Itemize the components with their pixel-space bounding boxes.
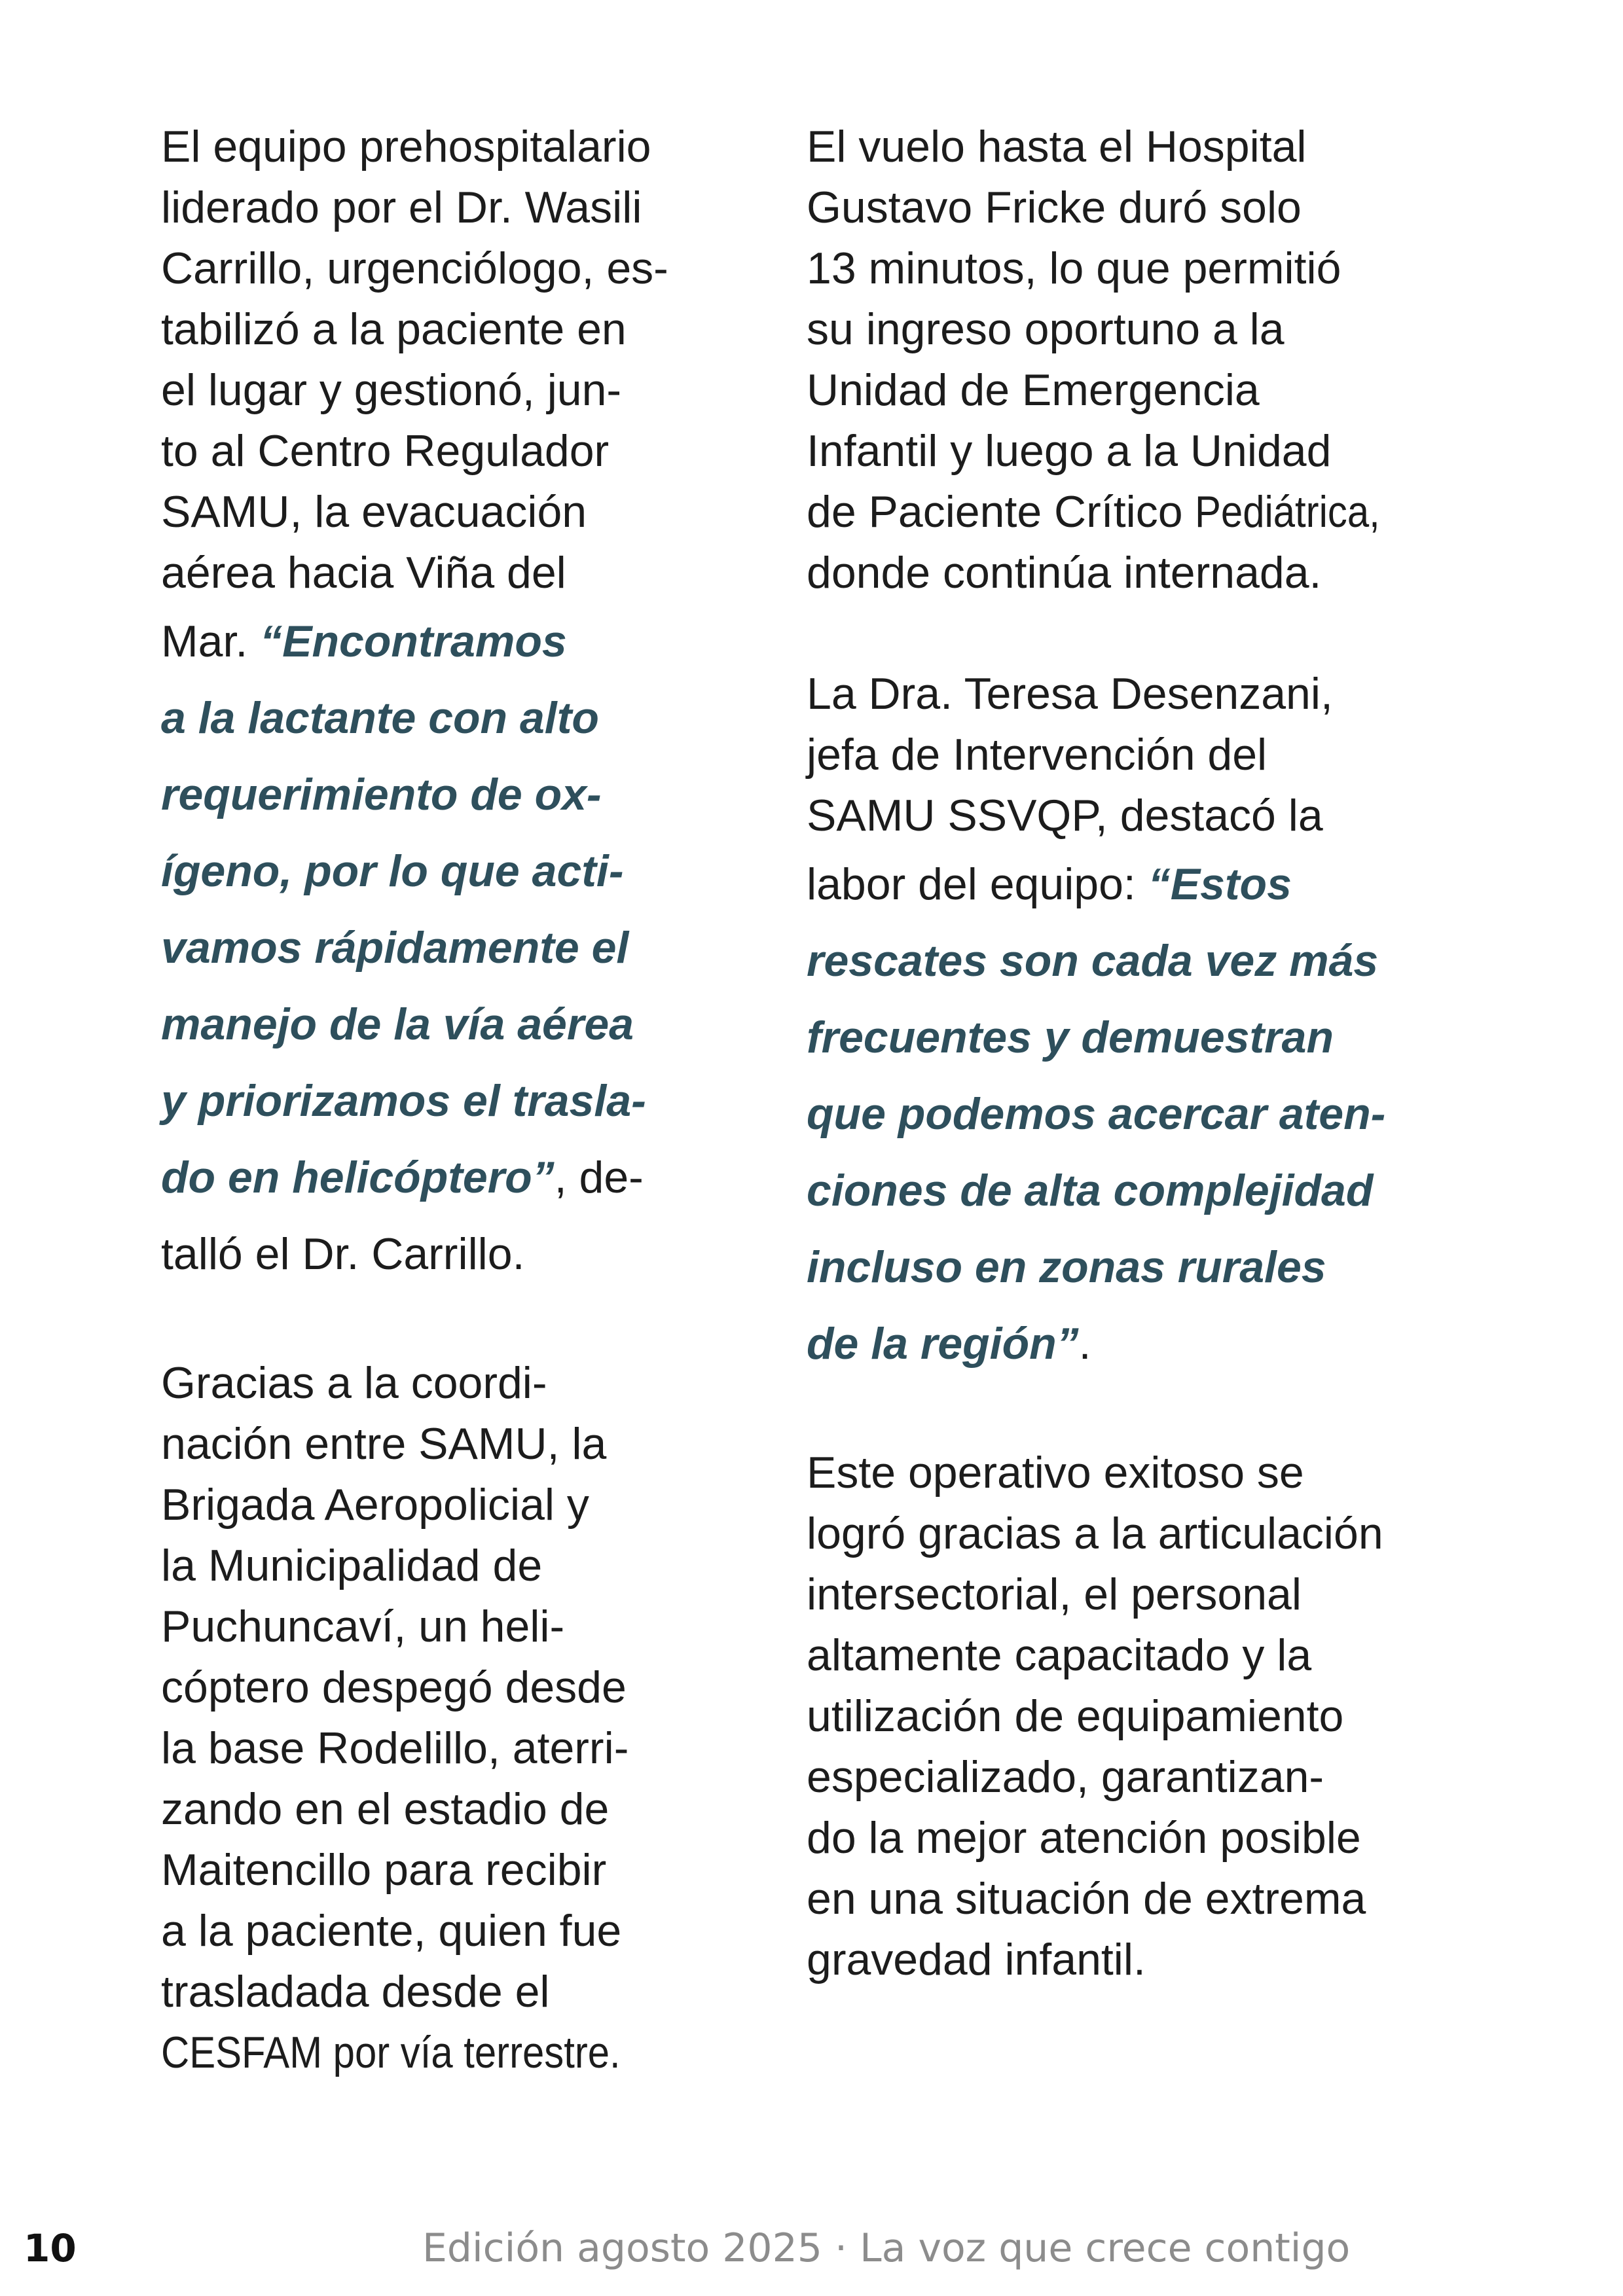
paragraph-coordination xyxy=(161,1353,737,2083)
quote-line: vamos rápidamente el xyxy=(161,923,629,973)
text-line: aérea hacia Viña del xyxy=(161,548,566,598)
quote-line: manejo de la vía aérea xyxy=(161,999,634,1049)
quote-line: y priorizamos el trasla- xyxy=(161,1076,646,1126)
text-line: jefa de Intervención del xyxy=(807,730,1267,780)
quote-line: que podemos acercar aten- xyxy=(807,1089,1386,1139)
text-line: especializado, garantizan- xyxy=(807,1752,1324,1802)
quote-line: ciones de alta complejidad xyxy=(807,1166,1374,1215)
text-line: SAMU, la evacuación xyxy=(161,487,587,537)
paragraph-operation-success xyxy=(807,1443,1487,1990)
condensed-text: CESFAM por vía terrestre. xyxy=(161,2028,621,2077)
text-line: trasladada desde el xyxy=(161,1967,550,2017)
text-line-mixed xyxy=(807,1306,1487,1382)
text-line: Brigada Aeropolicial y xyxy=(161,1480,589,1530)
text-line: El vuelo hasta el Hospital xyxy=(807,122,1307,171)
paragraph-prehospital-team xyxy=(161,117,737,1293)
condensed-text: Pediátrica, xyxy=(1195,487,1381,537)
left-column xyxy=(161,117,737,2083)
paragraph-dra-desenzani xyxy=(807,664,1487,1382)
text-line: La Dra. Teresa Desenzani, xyxy=(807,669,1333,719)
page-number: 10 xyxy=(24,2226,77,2270)
quote-line: incluso en zonas rurales xyxy=(807,1242,1326,1292)
text-line: cóptero despegó desde xyxy=(161,1662,627,1712)
text-line: logró gracias a la articulación xyxy=(807,1509,1383,1558)
plain-text: de Paciente Crítico xyxy=(807,487,1195,537)
paragraph-flight xyxy=(807,117,1487,603)
text-line: donde continúa internada. xyxy=(807,548,1322,598)
text-line: liderado por el Dr. Wasili xyxy=(161,183,642,232)
text-line: en una situación de extrema xyxy=(807,1874,1366,1924)
quote-line: frecuentes y demuestran xyxy=(807,1013,1334,1062)
text-line-mixed xyxy=(807,846,1487,923)
quote-line: a la lactante con alto xyxy=(161,693,599,743)
text-line: Gracias a la coordi- xyxy=(161,1358,547,1408)
text-line-condensed xyxy=(161,2022,737,2083)
text-line: nación entre SAMU, la xyxy=(161,1419,607,1469)
text-line: Carrillo, urgenciólogo, es- xyxy=(161,243,668,293)
text-line: Infantil y luego a la Unidad xyxy=(807,426,1332,476)
text-line: 13 minutos, lo que permitió xyxy=(807,243,1341,293)
text-line: zando en el estadio de xyxy=(161,1784,610,1834)
text-line: intersectorial, el personal xyxy=(807,1570,1302,1619)
text-line: do la mejor atención posible xyxy=(807,1813,1361,1863)
text-line: Maitencillo para recibir xyxy=(161,1845,607,1895)
quote-text: “Estos xyxy=(1148,859,1292,909)
text-line-mixed xyxy=(161,1139,737,1216)
quote-line: requerimiento de ox- xyxy=(161,770,602,819)
text-line: la Municipalidad de xyxy=(161,1541,543,1590)
text-line-mixed xyxy=(161,603,737,680)
text-line: Este operativo exitoso se xyxy=(807,1448,1304,1498)
text-line: Gustavo Fricke duró solo xyxy=(807,183,1302,232)
text-line: Unidad de Emergencia xyxy=(807,365,1260,415)
text-line: la base Rodelillo, aterri- xyxy=(161,1723,629,1773)
plain-text: Mar. xyxy=(161,617,261,666)
plain-text: , de- xyxy=(554,1153,644,1202)
text-line: el lugar y gestionó, jun- xyxy=(161,365,622,415)
edition-footer: Edición agosto 2025 · La voz que crece contigo xyxy=(422,2225,1351,2271)
text-line: Puchuncaví, un heli- xyxy=(161,1602,565,1651)
text-line: utilización de equipamiento xyxy=(807,1691,1344,1741)
plain-text: . xyxy=(1078,1319,1091,1369)
text-line: El equipo prehospitalario xyxy=(161,122,651,171)
text-line-mixed xyxy=(807,482,1487,543)
text-line: talló el Dr. Carrillo. xyxy=(161,1229,525,1279)
plain-text: labor del equipo: xyxy=(807,859,1148,909)
quote-text: do en helicóptero” xyxy=(161,1153,555,1202)
text-line: altamente capacitado y la xyxy=(807,1630,1312,1680)
quote-text: de la región” xyxy=(807,1319,1079,1369)
text-line: to al Centro Regulador xyxy=(161,426,610,476)
text-line: gravedad infantil. xyxy=(807,1935,1146,1984)
quote-text: “Encontramos xyxy=(260,617,567,666)
quote-line: rescates son cada vez más xyxy=(807,936,1379,986)
text-line: su ingreso oportuno a la xyxy=(807,304,1285,354)
text-line: a la paciente, quien fue xyxy=(161,1906,622,1956)
text-line: SAMU SSVQP, destacó la xyxy=(807,791,1323,840)
text-line: tabilizó a la paciente en xyxy=(161,304,627,354)
right-column xyxy=(807,117,1487,1990)
quote-line: ígeno, por lo que acti- xyxy=(161,846,624,896)
